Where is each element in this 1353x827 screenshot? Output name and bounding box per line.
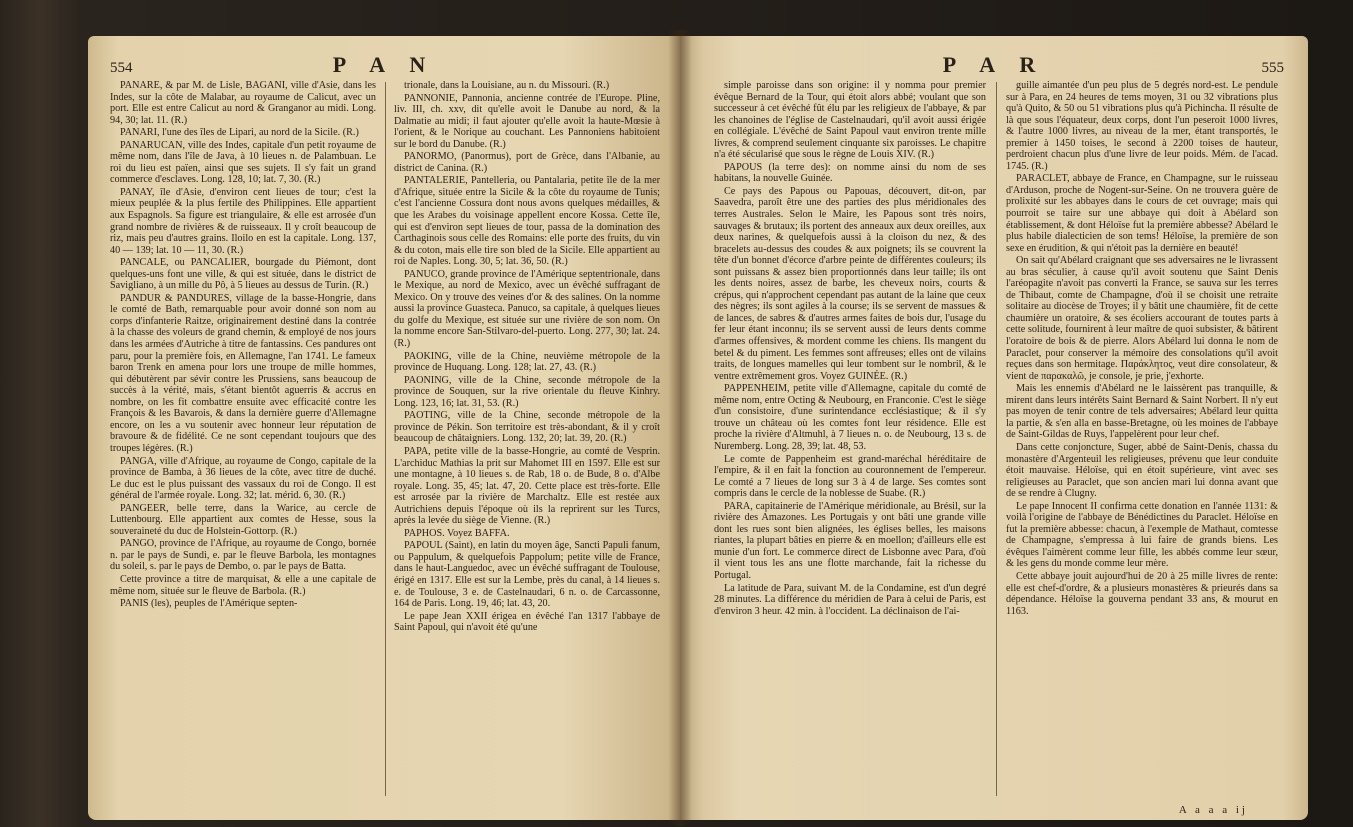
right-page: [680, 36, 1308, 820]
entry-paragraph: Mais les ennemis d'Abélard ne le laissèrent pas tranquille, & mirent dans leurs intérêts Saint Bernard & Saint Norbert. Il n'y eut pas moyen de tenir contre de tels adversaires; Abélard leur quitta la partie, & s'en alla en basse-Bretagne, où les moines de l'abbaye de Saint-Gildas de Ruys, l'appelèrent pour leur chef.: [1006, 383, 1278, 441]
entry-paragraph: PANCALE, ou PANCALIER, bourgade du Piémont, dont quelques-uns font une ville, & qui est située, dans le district de Savigliano, à un mille du Pô, à 5 lieues au dessus de Turin. (R.): [110, 257, 376, 292]
entry-paragraph: Le comte de Pappenheim est grand-maréchal héréditaire de l'empire, & il en fait la fonction au couronnement de l'empereur. Le comté a 7 lieues de long sur 3 à 4 de large. Ses comtes sont compris dans le cercle de la noblesse de Suabe. (R.): [714, 453, 986, 500]
right-column-rule: [996, 82, 997, 796]
entry-paragraph: Ce pays des Papous ou Papouas, découvert, dit-on, par Saavedra, paroît être une des parties des plus méridionales des terres Australes. Selon le Maire, les Papous sont très noirs, sauvages & brutaux; ils portent des anneaux aux deux oreilles, aux deux narines, & quelquefois aussi à la cloison du nez, & des bracelets au-dessus des coudes & aux poignets; ils se couvrent la tête d'un bonnet d'écorce d'arbre peinte de différentes couleurs; ils sont puissans & assez bien proportionnés dans leur taille; ils ont les dents noires, assez de barbe, les cheveux noirs, courts & crépus, qui n'approchent cependant pas autant de la laine que ceux des nègres; ils sont agiles à la course; ils se servent de massues & de lances, de sabres & d'autres armes faites de bois dur, l'usage du fer leur étant inconnu; ils se servent aussi de leurs dents comme d'armes offensives, & mordent comme les chiens. Ils mangent du betel & du piment. Les femmes sont affreuses; elles ont de vilains traits, de longues mamelles qui leur tombent sur le nombril, & le ventre extrêmement gros. Voyez GUINÉE. (R.): [714, 185, 986, 382]
entry-paragraph: PAONING, ville de la Chine, seconde métropole de la province de Souquen, sur la rive orientale du fleuve Kinhry. Long. 123, 16; lat. 31, 53. (R.): [394, 374, 660, 409]
entry-paragraph: PARACLET, abbaye de France, en Champagne, sur le ruisseau d'Arduson, proche de Nogent-sur-Seine. On ne trouvera guère de prolixité sur les abbayes dans le cours de cet ouvrage; mais qui pourroit se taire sur une abbaye qui doit à Abélard son établissement, & dont Héloïse fut la première abbesse? Abélard le plus habile dialecticien de son tems! Héloïse, la première de son sexe en érudition, & qui n'étoit pas la dernière en beauté!: [1006, 173, 1278, 254]
entry-paragraph: Cette abbaye jouit aujourd'hui de 20 à 25 mille livres de rente: elle est chef-d'ordre, & a plusieurs monastères & prieurés dans sa dépendance. Héloïse la gouverna pendant 33 ans, & mourut en 1163.: [1006, 570, 1278, 617]
entry-paragraph: PAOTING, ville de la Chine, seconde métropole de la province de Pékin. Son territoire est très-abondant, & il y croît beaucoup de châtaigniers. Long. 132, 20; lat. 39, 20. (R.): [394, 410, 660, 445]
left-columns: [88, 80, 680, 802]
entry-paragraph: trionale, dans la Louisiane, au n. du Missouri. (R.): [404, 80, 610, 91]
entry-paragraph: PANDUR & PANDURES, village de la basse-Hongrie, dans le comté de Bath, remarquable pour avoir donné son nom au corps d'infanterie Raitze, originairement destiné dans la contrée à la chasse des voleurs de grand chemin, & employé de nos jours dans les armées d'Autriche à titre de fantassins. Ces pandures ont paru, pour la première fois, en Allemagne, l'an 1741. Le fameux baron Trenk en amena pour lors une troupe de mille hommes, qui débutèrent par sévir contre les Prussiens, sans beaucoup de succès à la vérité, mais, s'étant bientôt aguerris & accrus en nombre, on les fit combattre ensuite avec efficacité contre les François & les Bavarois, & dans la dernière guerre d'Allemagne encore, on les a vu soutenir avec honneur leur réputation de bravoure & de fidélité. Ce ne sont cependant toujours que des troupes légères. (R.): [110, 292, 376, 454]
entry-paragraph: PANUCO, grande province de l'Amérique septentrionale, dans le Mexique, au nord de Mexico, avec un évêché suffragant de Mexico. On y trouve des veines d'or & des salines. On la nomme aussi la province Guasteca. Panuco, sa capitale, à quelques lieues du golfe du Mexique, est située sur une rivière de son nom. On la nomme encore San-Stilvaro-del-puerto. Long. 277, 30; lat. 24. (R.): [394, 268, 660, 350]
right-running-head: P A R: [942, 52, 1046, 77]
left-page-header: [88, 46, 680, 76]
entry-paragraph: Le pape Innocent II confirma cette donation en l'année 1131: & voilà l'origine de l'abbaye de Bénédictines du Paraclet. Héloïse en fut la première abbesse: chacun, à l'exemple de Mathaut, comtesse de Champagne, s'empressa à lui faire de grands biens. Les évêques l'aimèrent comme leur fille, les abbés comme leur sœur, & les gens du monde comme leur mère.: [1006, 500, 1278, 570]
entry-paragraph: PAPOUS (la terre des): on nomme ainsi du nom de ses habitans, la nouvelle Guinée.: [714, 161, 986, 185]
entry-paragraph: Dans cette conjoncture, Suger, abbé de Saint-Denis, chassa du monastère d'Argenteuil les religieuses, prévenu que leur conduite étoit mauvaise. Héloïse, qui en étoit supérieure, vint avec ses religieuses au Paraclet, que son ancien mari lui donna avant que de se rendre à Clugny.: [1006, 441, 1278, 500]
entry-paragraph: PANARI, l'une des îles de Lipari, au nord de la Sicile. (R.): [120, 127, 359, 139]
entry-paragraph: PAPHOS. Voyez BAFFA.: [404, 527, 510, 539]
entry-paragraph: PARA, capitainerie de l'Amérique méridionale, au Brésil, sur la rivière des Amazones. Les Portugais y ont bâti une grande ville dont les rues sont bien alignées, les églises belles, les maisons riantes, la plupart bâties en pierre & en moellon; d'ailleurs elle est munie d'un fort. Le commerce direct de Lisbonne avec Para, d'où il vient tous les ans une flotte marchande, fait la richesse du Portugal.: [714, 500, 986, 581]
entry-paragraph: La latitude de Para, suivant M. de la Condamine, est d'un degré 28 minutes. La différence du méridien de Para à celui de Paris, est d'environ 3 heur. 42 min. à l'occident. La déclinaison de l'ai-: [714, 582, 986, 617]
left-column-2: [394, 80, 660, 802]
entry-paragraph: PANARUCAN, ville des Indes, capitale d'un petit royaume de même nom, dans l'île de Java, à 10 lieues n. de Palambuan. Le roi du lieu est païen, ainsi que ses sujets. Il s'y fait un grand commerce d'esclaves. Long. 128, 10; lat. 7, 30. (R.): [110, 139, 376, 186]
left-running-head: P A N: [332, 52, 436, 77]
entry-paragraph: PAPOUL (Saint), en latin du moyen âge, Sancti Papuli fanum, ou Pappulum, & quelquefois Pappolum; petite ville de France, dans le haut-Languedoc, avec un évêché suffragant de Toulouse, érigé en 1317. Elle est sur la Lembe, près du canal, à 14 lieues s. e. de Toulouse, 3 e. de Castelnaudari, 6 n. o. de Carcassonne, 164 de Paris. Long. 19, 46; lat. 43, 20.: [394, 540, 660, 610]
entry-paragraph: PANAY, île d'Asie, d'environ cent lieues de tour; c'est la mieux peuplée & la plus fertile des Philippines. Elle appartient aux Espagnols. Sa figure est triangulaire, & elle est arrosée d'un grand nombre de rivières & de ruisseaux. Il y croît beaucoup de riz, mais peu d'autres grains. Iloilo en est la capitale. Long. 137, 40 — 139; lat. 10 — 11, 30. (R.): [110, 186, 376, 256]
right-page-header: [680, 46, 1308, 76]
entry-paragraph: PANGEER, belle terre, dans la Warice, au cercle de Luttenbourg. Elle appartient aux comtes de Hesse, sous la souveraineté du duc de Holstein-Gottorp. (R.): [110, 502, 376, 537]
entry-paragraph: PANTALERIE, Pantelleria, ou Pantalaria, petite île de la mer d'Afrique, située entre la Sicile & la côte du royaume de Tunis; c'est l'ancienne Cossura dont nous avons quelques médailles, & que les Arabes du voisinage appellent encore Kossa. Cette île, qui est d'environ sept lieues de tour, passa de la domination des Carthaginois sous celle des Romains: elle porte des fruits, du vin & du coton, mais elle tire son bled de la Sicile. Elle appartient au roi de Naples. Long. 30, 5; lat. 36, 50. (R.): [394, 175, 660, 268]
right-columns: [680, 80, 1308, 802]
right-page-number: 555: [1261, 60, 1284, 76]
left-column-rule: [385, 82, 386, 796]
book-gutter: [668, 30, 692, 826]
entry-paragraph: guille aimantée d'un peu plus de 5 degrés nord-est. Le pendule sur à Para, en 24 heures de tems moyen, 31 ou 32 vibrations plus qu'à Quito, & 50 ou 51 vibrations plus qu'à Pichincha. Il résulte de là que sous l'équateur, deux corps, dont l'un peseroit 1000 livres, & l'autre 1000 livres, au niveau de la mer, étant transportés, le premier à 1450 toises, le second à 2200 toises de hauteur, perdroient chacun plus d'une livre de leur poids. Mém. de l'acad. 1745. (R.): [1006, 80, 1278, 172]
entry-paragraph: PANGA, ville d'Afrique, au royaume de Congo, capitale de la province de Bamba, à 36 lieues de la côte, avec titre de duché. Le duc est le plus puissant des vassaux du roi de Congo. Il est général de l'armée royale. Long. 32; lat. mérid. 6, 30. (R.): [110, 455, 376, 502]
entry-paragraph: PANIS (les), peuples de l'Amérique septen-: [120, 598, 298, 610]
entry-paragraph: simple paroisse dans son origine: il y nomma pour premier évêque Bernard de la Tour, qui étoit alors abbé; voulant que son successeur à cet évêché fût élu par les religieux de l'abbaye, & par les chanoines de l'église de Castelnaudari, qu'il avoit aussi érigée en collégiale. L'évêché de Saint Papoul vaut environ trente mille livres, & comprend seulement cinquante six paroisses. Le chapitre n'a été sécularisé que sous le règne de Louis XIV. (R.): [714, 80, 986, 161]
entry-paragraph: PAPA, petite ville de la basse-Hongrie, au comté de Vesprin. L'archiduc Mathias la prit sur Mahomet III en 1597. Elle est sur une montagne, à 10 lieues s. de Rab, 18 o. de Bude, 8 o. d'Albe royale. Long. 35, 45; lat. 47, 20. Cette place est très-forte. Elle est arrosée par la rivière de Marchaltz. Elle est restée aux Autrichiens depuis l'époque où ils la reprirent sur les Turcs, après la levée du siège de Vienne. (R.): [394, 445, 660, 527]
entry-paragraph: PANARE, & par M. de Lisle, BAGANI, ville d'Asie, dans les Indes, sur la côte de Malabar, au royaume de Calicut, avec un port. Elle est entre Calicut au nord & Granganor au midi. Long. 94, 30; lat. 11. (R.): [110, 80, 376, 126]
signature-mark: A a a a ij: [1178, 804, 1248, 816]
entry-paragraph: PANNONIE, Pannonia, ancienne contrée de l'Europe. Pline, liv. III, ch. xxv, dit qu'elle avoit le Danube au nord, & la Dalmatie au midi; il faut ajouter qu'elle avoit la haute-Mœsie à l'orient, & le Norique au couchant. Les Pannoniens habitoient sur le bord du Danube. (R.): [394, 92, 660, 150]
left-page-number: 554: [110, 60, 133, 76]
entry-paragraph: On sait qu'Abélard craignant que ses adversaires ne le livrassent au bras séculier, à cause qu'il avoit soutenu que Saint Denis l'aréopagite n'avoit pas converti la France, se sauva sur les terres de Thibaut, comte de Champagne, d'où il se choisit une retraite solitaire au diocèse de Troyes; il y bâtit une chaumière, fit de cette chaumière un oratoire, & ses écoliers accourant de toutes parts à cette solitude, fournirent à leur maître de quoi subsister, & bâtirent l'oratoire de bois & de pierre. Alors Abélard lui donna le nom de Paraclet, pour conserver la mémoire des consolations qu'il avoit reçues dans son hermitage. Παράκλητος, veut dire consolateur, & vient de παρακαλῶ, je console, je prie, j'exhorte.: [1006, 255, 1278, 382]
left-page: [88, 36, 680, 820]
entry-paragraph: PANGO, province de l'Afrique, au royaume de Congo, bornée n. par le pays de Sundi, e. par le fleuve Barbola, les montagnes du soleil, s. par le pays de Dembo, o. par le pays de Batta.: [110, 538, 376, 573]
entry-paragraph: Le pape Jean XXII érigea en évêché l'an 1317 l'abbaye de Saint Papoul, qui n'avoit été qu'une: [394, 610, 660, 634]
left-column-1: [110, 80, 376, 802]
entry-paragraph: PAOKING, ville de la Chine, neuvième métropole de la province de Huquang. Long. 128; lat. 27, 43. (R.): [394, 350, 660, 374]
entry-paragraph: PAPPENHEIM, petite ville d'Allemagne, capitale du comté de même nom, entre Octing & Neubourg, en Franconie. C'est le siège d'un consistoire, d'une surintendance ecclésiastique; & il s'y trouve un château où les comtes font leur résidence. Elle est proche la rivière d'Altmuhl, à 7 lieues n. o. de Neubourg, 13 s. de Nuremberg. Long. 28, 39; lat. 48, 53.: [714, 383, 986, 452]
right-column-1: [714, 80, 986, 802]
entry-paragraph: PANORMO, (Panormus), port de Grèce, dans l'Albanie, au district de Canina. (R.): [394, 151, 660, 174]
right-column-2: [1006, 80, 1278, 802]
entry-paragraph: Cette province a titre de marquisat, & elle a une capitale de même nom, située sur le fleuve de Barbola. (R.): [110, 573, 376, 597]
